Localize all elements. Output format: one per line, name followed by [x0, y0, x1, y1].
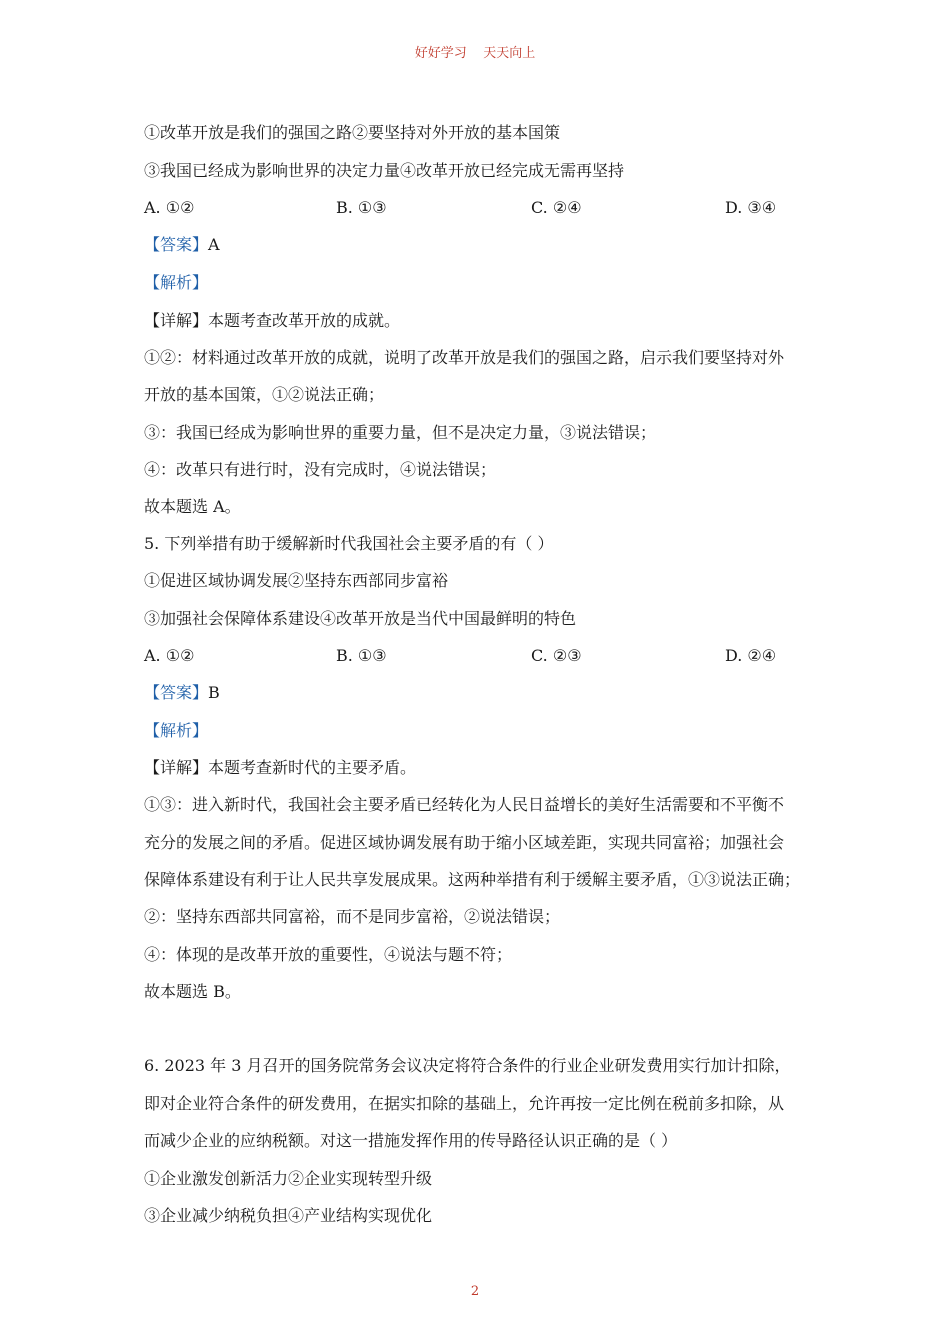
q5-detail-intro: 本题考查新时代的主要矛盾。	[208, 758, 417, 777]
page-number: 2	[470, 1284, 480, 1299]
q4-option-c: C. ②④	[531, 198, 582, 217]
q5-answer-tag: 【答案】	[144, 683, 209, 702]
q4-explain-line-4: ④：改革只有进行时，没有完成时，④说法错误；	[144, 460, 497, 479]
q5-answer	[144, 682, 220, 704]
q4-statement-1: ①改革开放是我们的强国之路②要坚持对外开放的基本国策	[144, 123, 561, 142]
q5-detail	[144, 757, 416, 779]
q4-option-b: B. ①③	[336, 198, 387, 217]
q4-detail	[144, 310, 400, 332]
q4-answer-tag: 【答案】	[144, 235, 209, 254]
q5-option-c: C. ②③	[531, 646, 582, 665]
q4-analysis-tag: 【解析】	[144, 273, 209, 292]
q5-explain-line-1: ①③：进入新时代，我国社会主要矛盾已经转化为人民日益增长的美好生活需要和不平衡不	[144, 795, 785, 814]
q5-explain-line-2: 充分的发展之间的矛盾。促进区域协调发展有助于缩小区域差距，实现共同富裕；加强社会	[144, 833, 785, 852]
q4-conclusion: 故本题选 A。	[144, 497, 241, 516]
q5-explain-line-3: 保障体系建设有利于让人民共享发展成果。这两种举措有利于缓解主要矛盾，①③说法正确；	[144, 870, 801, 889]
q5-explain-line-5: ④：体现的是改革开放的重要性，④说法与题不符；	[144, 945, 513, 964]
q4-detail-tag: 【详解】	[144, 311, 209, 330]
q5-option-d: D. ②④	[725, 646, 777, 665]
q5-detail-tag: 【详解】	[144, 758, 209, 777]
q5-conclusion: 故本题选 B。	[144, 982, 241, 1001]
q5-statement-2: ③加强社会保障体系建设④改革开放是当代中国最鲜明的特色	[144, 609, 577, 628]
q4-option-d: D. ③④	[725, 198, 777, 217]
q4-detail-intro: 本题考查改革开放的成就。	[208, 311, 401, 330]
q6-statement-1: ①企业激发创新活力②企业实现转型升级	[144, 1169, 433, 1188]
q5-answer-value: B	[208, 683, 220, 702]
q4-answer	[144, 234, 220, 256]
q4-explain-line-2: 开放的基本国策，①②说法正确；	[144, 385, 385, 404]
q5-question: 5. 下列举措有助于缓解新时代我国社会主要矛盾的有（ ）	[144, 534, 554, 553]
q5-option-b: B. ①③	[336, 646, 387, 665]
q5-analysis-tag: 【解析】	[144, 721, 209, 740]
q5-options	[144, 645, 824, 667]
q5-explain-line-4: ②：坚持东西部共同富裕，而不是同步富裕，②说法错误；	[144, 907, 561, 926]
q4-statement-2: ③我国已经成为影响世界的决定力量④改革开放已经完成无需再坚持	[144, 161, 625, 180]
q4-explain-line-1: ①②：材料通过改革开放的成就，说明了改革开放是我们的强国之路，启示我们要坚持对外	[144, 348, 785, 367]
q5-statement-1: ①促进区域协调发展②坚持东西部同步富裕	[144, 571, 449, 590]
q6-question-line-3: 而减少企业的应纳税额。对这一措施发挥作用的传导路径认识正确的是（ ）	[144, 1131, 678, 1150]
q4-option-a: A. ①②	[144, 198, 195, 217]
q5-option-a: A. ①②	[144, 646, 195, 665]
q4-explain-line-3: ③：我国已经成为影响世界的重要力量，但不是决定力量，③说法错误；	[144, 423, 657, 442]
q4-options	[144, 197, 824, 219]
page-header: 好好学习 天天向上	[414, 46, 536, 61]
q4-answer-value: A	[208, 235, 220, 254]
q6-question-line-1: 6. 2023 年 3 月召开的国务院常务会议决定将符合条件的行业企业研发费用实行加计扣除，	[144, 1056, 791, 1075]
q6-question-line-2: 即对企业符合条件的研发费用，在据实扣除的基础上，允许再按一定比例在税前多扣除，从	[144, 1094, 785, 1113]
q6-statement-2: ③企业减少纳税负担④产业结构实现优化	[144, 1206, 433, 1225]
